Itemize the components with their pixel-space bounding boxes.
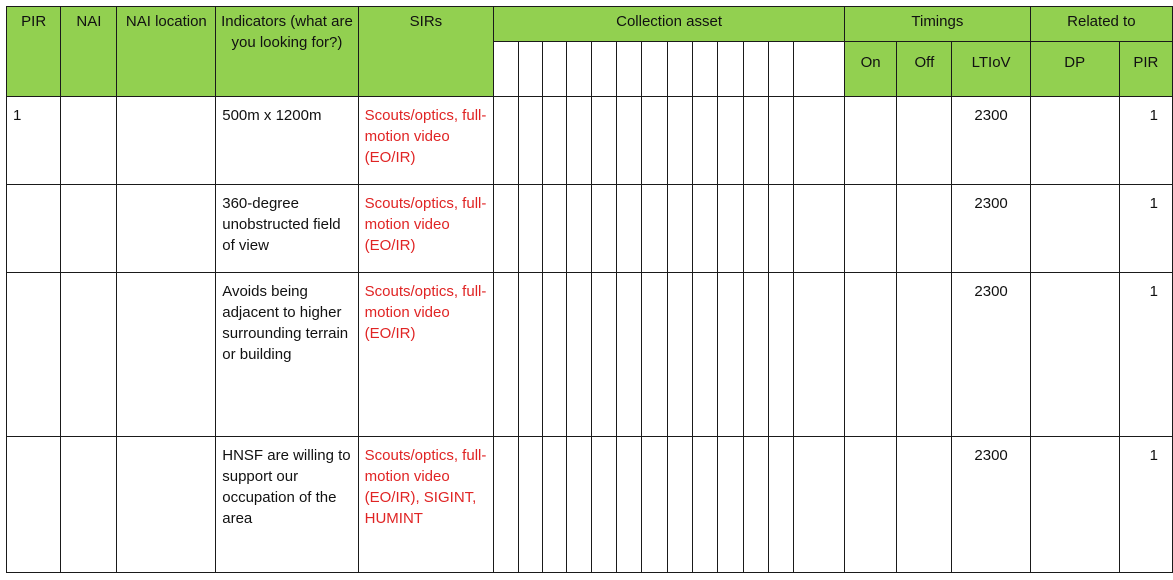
cell-asset xyxy=(667,437,692,573)
cell-asset xyxy=(617,185,642,273)
table-row xyxy=(7,437,1173,573)
cell-sirs: Scouts/optics, full-motion video (EO/IR) xyxy=(358,97,494,185)
cell-pir xyxy=(7,185,61,273)
cell-asset xyxy=(642,273,667,437)
cell-asset xyxy=(743,273,768,437)
cell-off xyxy=(897,97,952,185)
cell-asset xyxy=(494,437,518,573)
cell-asset xyxy=(718,185,743,273)
cell-asset xyxy=(794,185,845,273)
cell-nai-location xyxy=(117,437,216,573)
cell-off xyxy=(897,437,952,573)
cell-asset xyxy=(518,97,542,185)
cell-asset xyxy=(667,273,692,437)
header-sirs: SIRs xyxy=(358,7,494,97)
cell-asset xyxy=(542,185,566,273)
cell-asset xyxy=(518,273,542,437)
asset-col-header xyxy=(693,42,718,97)
header-nai-location: NAI location xyxy=(117,7,216,97)
cell-nai-location xyxy=(117,185,216,273)
asset-col-header xyxy=(617,42,642,97)
cell-asset xyxy=(693,273,718,437)
cell-related-pir: 1 xyxy=(1119,97,1172,185)
cell-asset xyxy=(743,437,768,573)
cell-asset xyxy=(518,185,542,273)
cell-asset xyxy=(567,437,591,573)
cell-asset xyxy=(743,185,768,273)
cell-ltiov: 2300 xyxy=(952,273,1030,437)
cell-off xyxy=(897,273,952,437)
table-row xyxy=(7,185,1173,273)
subheader-dp: DP xyxy=(1030,42,1119,97)
cell-pir: 1 xyxy=(7,97,61,185)
cell-asset xyxy=(542,273,566,437)
table-row xyxy=(7,273,1173,437)
cell-nai xyxy=(61,437,117,573)
cell-indicators: 360-degree unobstructed field of view xyxy=(216,185,358,273)
cell-nai-location xyxy=(117,97,216,185)
asset-col-header xyxy=(642,42,667,97)
cell-nai-location xyxy=(117,273,216,437)
cell-asset xyxy=(769,273,794,437)
cell-asset xyxy=(542,437,566,573)
cell-asset xyxy=(567,97,591,185)
header-nai: NAI xyxy=(61,7,117,97)
cell-asset xyxy=(743,97,768,185)
subheader-off: Off xyxy=(897,42,952,97)
cell-related-pir: 1 xyxy=(1119,185,1172,273)
cell-indicators: HNSF are willing to support our occupation of the area xyxy=(216,437,358,573)
asset-col-header xyxy=(494,42,518,97)
cell-asset xyxy=(642,97,667,185)
cell-asset xyxy=(567,273,591,437)
subheader-ltiov: LTIoV xyxy=(952,42,1030,97)
cell-dp xyxy=(1030,185,1119,273)
cell-nai xyxy=(61,97,117,185)
cell-asset xyxy=(718,273,743,437)
cell-nai xyxy=(61,185,117,273)
header-row xyxy=(7,7,1173,42)
cell-asset xyxy=(769,185,794,273)
asset-col-header xyxy=(518,42,542,97)
cell-asset xyxy=(769,97,794,185)
cell-asset xyxy=(617,273,642,437)
cell-asset xyxy=(693,97,718,185)
cell-sirs: Scouts/optics, full-motion video (EO/IR) xyxy=(358,185,494,273)
header-collection-asset: Collection asset xyxy=(494,7,845,42)
cell-asset xyxy=(718,437,743,573)
cell-asset xyxy=(567,185,591,273)
cell-related-pir: 1 xyxy=(1119,437,1172,573)
cell-ltiov: 2300 xyxy=(952,437,1030,573)
cell-pir xyxy=(7,273,61,437)
cell-asset xyxy=(542,97,566,185)
cell-sirs: Scouts/optics, full-motion video (EO/IR), SIGINT, HUMINT xyxy=(358,437,494,573)
subheader-pir: PIR xyxy=(1119,42,1172,97)
cell-sirs: Scouts/optics, full-motion video (EO/IR) xyxy=(358,273,494,437)
cell-pir xyxy=(7,437,61,573)
table-row xyxy=(7,97,1173,185)
cell-indicators: 500m x 1200m xyxy=(216,97,358,185)
cell-asset xyxy=(591,437,616,573)
collection-matrix-table xyxy=(6,6,1173,573)
cell-asset xyxy=(591,97,616,185)
asset-col-header xyxy=(667,42,692,97)
cell-asset xyxy=(667,185,692,273)
cell-asset xyxy=(718,97,743,185)
cell-asset xyxy=(518,437,542,573)
cell-dp xyxy=(1030,97,1119,185)
cell-asset xyxy=(591,273,616,437)
cell-indicators: Avoids being adjacent to higher surrounding terrain or building xyxy=(216,273,358,437)
cell-related-pir: 1 xyxy=(1119,273,1172,437)
asset-col-header xyxy=(718,42,743,97)
asset-col-header xyxy=(591,42,616,97)
asset-col-header xyxy=(743,42,768,97)
cell-asset xyxy=(794,97,845,185)
cell-asset xyxy=(794,273,845,437)
cell-asset xyxy=(494,273,518,437)
cell-asset xyxy=(642,185,667,273)
cell-dp xyxy=(1030,437,1119,573)
asset-col-header xyxy=(542,42,566,97)
header-related-to: Related to xyxy=(1030,7,1172,42)
header-pir: PIR xyxy=(7,7,61,97)
cell-ltiov: 2300 xyxy=(952,185,1030,273)
cell-on xyxy=(844,273,896,437)
header-timings: Timings xyxy=(844,7,1030,42)
cell-on xyxy=(844,185,896,273)
collection-matrix-container xyxy=(6,6,1173,573)
asset-col-header xyxy=(794,42,845,97)
cell-on xyxy=(844,437,896,573)
cell-asset xyxy=(494,97,518,185)
cell-asset xyxy=(693,437,718,573)
cell-asset xyxy=(667,97,692,185)
asset-col-header xyxy=(567,42,591,97)
cell-asset xyxy=(591,185,616,273)
subheader-on: On xyxy=(844,42,896,97)
cell-asset xyxy=(494,185,518,273)
cell-asset xyxy=(693,185,718,273)
cell-nai xyxy=(61,273,117,437)
cell-on xyxy=(844,97,896,185)
cell-asset xyxy=(794,437,845,573)
cell-asset xyxy=(617,97,642,185)
cell-asset xyxy=(617,437,642,573)
cell-asset xyxy=(769,437,794,573)
header-indicators: Indicators (what are you looking for?) xyxy=(216,7,358,97)
cell-asset xyxy=(642,437,667,573)
cell-dp xyxy=(1030,273,1119,437)
asset-col-header xyxy=(769,42,794,97)
cell-ltiov: 2300 xyxy=(952,97,1030,185)
cell-off xyxy=(897,185,952,273)
